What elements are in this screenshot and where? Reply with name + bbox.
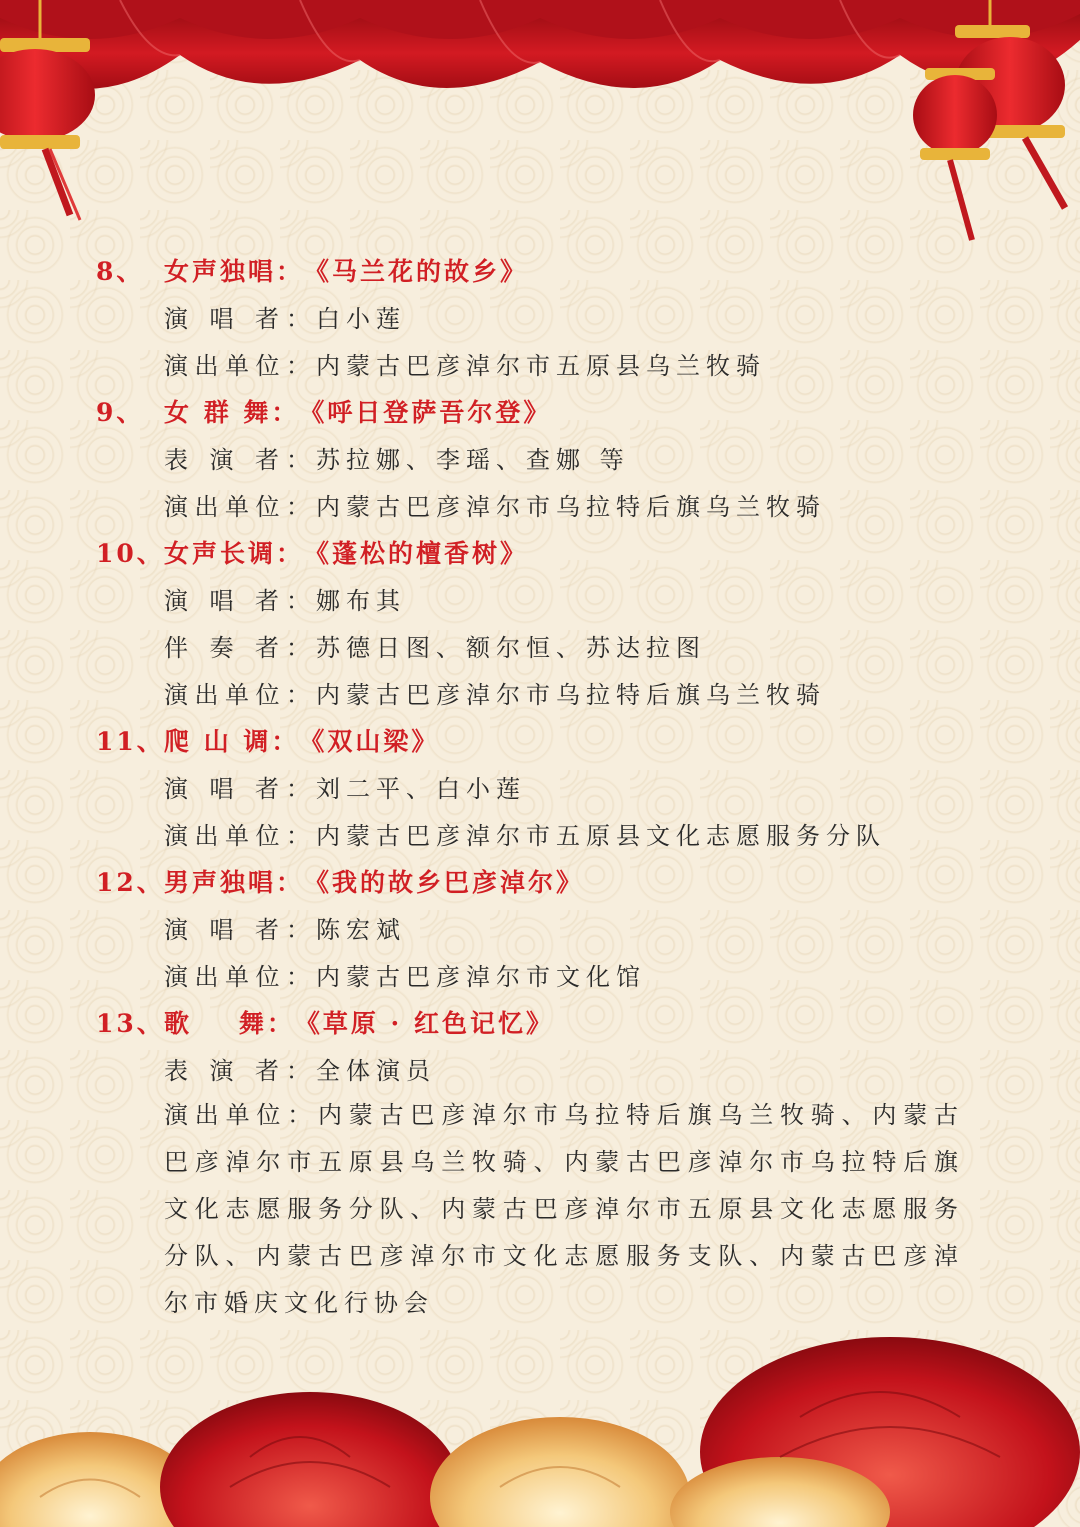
- credit-line: [164, 904, 996, 951]
- program-category: 男声独唱：: [164, 867, 305, 897]
- credit-value: 白小莲: [316, 305, 406, 333]
- credit-line: [164, 622, 996, 669]
- program-item: [96, 246, 996, 387]
- program-work-title: 《蓬松的檀香树》: [304, 538, 529, 568]
- credit-value: 内蒙古巴彦淖尔市文化馆: [316, 963, 646, 991]
- credit-line: [164, 481, 996, 528]
- program-list: [96, 246, 996, 1327]
- credit-label: 演 唱 者：: [164, 916, 316, 944]
- program-item-title: [96, 716, 996, 763]
- program-category: 女声独唱：: [164, 256, 305, 286]
- program-number: 11、: [96, 726, 165, 756]
- program-category: 女声长调：: [164, 538, 305, 568]
- credit-value: 内蒙古巴彦淖尔市乌拉特后旗乌兰牧骑: [316, 681, 826, 709]
- program-work-title: 《双山梁》: [299, 726, 440, 756]
- program-number: 10、: [96, 538, 165, 568]
- credit-label: 演出单位：: [164, 493, 316, 521]
- program-number: 13、: [96, 1008, 165, 1038]
- red-peony-left: [160, 1392, 460, 1527]
- program-work-title: 《草原 · 红色记忆》: [294, 1008, 554, 1038]
- credit-value: 陈宏斌: [316, 916, 406, 944]
- credit-label: 演 唱 者：: [164, 775, 316, 803]
- program-work-title: 《我的故乡巴彦淖尔》: [304, 867, 585, 897]
- credit-label: 表 演 者：: [164, 1057, 316, 1085]
- program-number: 12、: [96, 867, 165, 897]
- program-item: [96, 528, 996, 716]
- program-item: [96, 857, 996, 998]
- peony-decoration: [0, 1337, 1080, 1527]
- credit-line: [164, 434, 996, 481]
- program-item: [96, 387, 996, 528]
- credit-value: 刘二平、白小莲: [316, 775, 526, 803]
- credit-value: 内蒙古巴彦淖尔市五原县文化志愿服务分队: [316, 822, 886, 850]
- credit-value: 苏拉娜、李瑶、查娜 等: [316, 446, 630, 474]
- credit-value: 内蒙古巴彦淖尔市乌拉特后旗乌兰牧骑: [316, 493, 826, 521]
- credit-label: 演 唱 者：: [164, 587, 316, 615]
- credit-label: 演出单位：: [164, 681, 316, 709]
- program-item: [96, 716, 996, 857]
- program-item-title: [96, 528, 996, 575]
- program-number: 9、: [96, 397, 145, 427]
- credit-line: [164, 951, 996, 998]
- program-category: 爬 山 调：: [164, 726, 300, 756]
- program-category: 女 群 舞：: [164, 397, 300, 427]
- credit-label: 伴 奏 者：: [164, 634, 316, 662]
- credit-value: 苏德日图、额尔恒、苏达拉图: [316, 634, 706, 662]
- credit-line: [164, 575, 996, 622]
- program-work-title: 《呼日登萨吾尔登》: [299, 397, 552, 427]
- curtain-decoration: [0, 0, 1080, 250]
- performing-units-paragraph: 演出单位：内蒙古巴彦淖尔市乌拉特后旗乌兰牧骑、内蒙古巴彦淖尔市五原县乌兰牧骑、内蒙古巴彦淖尔市乌拉特后旗文化志愿服务分队、内蒙古巴彦淖尔市五原县文化志愿服务分队、内蒙古巴彦淖尔市文化志愿服务支队、内蒙古巴彦淖尔市婚庆文化行协会: [164, 1101, 964, 1317]
- credit-line: [164, 340, 996, 387]
- credit-line: [164, 669, 996, 716]
- program-item-title: [96, 387, 996, 434]
- credit-label: 演出单位：: [164, 352, 316, 380]
- program-item-title: [96, 857, 996, 904]
- credit-line: [164, 293, 996, 340]
- credit-value: 内蒙古巴彦淖尔市五原县乌兰牧骑: [316, 352, 766, 380]
- program-category: 歌 舞：: [164, 1008, 295, 1038]
- gold-peony-center: [430, 1417, 690, 1527]
- credit-label: 演出单位：: [164, 963, 316, 991]
- program-item-title: [96, 998, 996, 1045]
- program-number: 8、: [96, 256, 145, 286]
- credit-label: 演 唱 者：: [164, 305, 316, 333]
- credit-label: 表 演 者：: [164, 446, 316, 474]
- credit-line: [164, 763, 996, 810]
- credit-value: 全体演员: [316, 1057, 436, 1085]
- program-work-title: 《马兰花的故乡》: [304, 256, 529, 286]
- credit-line: [164, 810, 996, 857]
- credit-value: 娜布其: [316, 587, 406, 615]
- credit-line: [164, 1045, 996, 1092]
- credit-label: 演出单位：: [164, 822, 316, 850]
- program-item: [96, 998, 996, 1327]
- program-item-title: [96, 246, 996, 293]
